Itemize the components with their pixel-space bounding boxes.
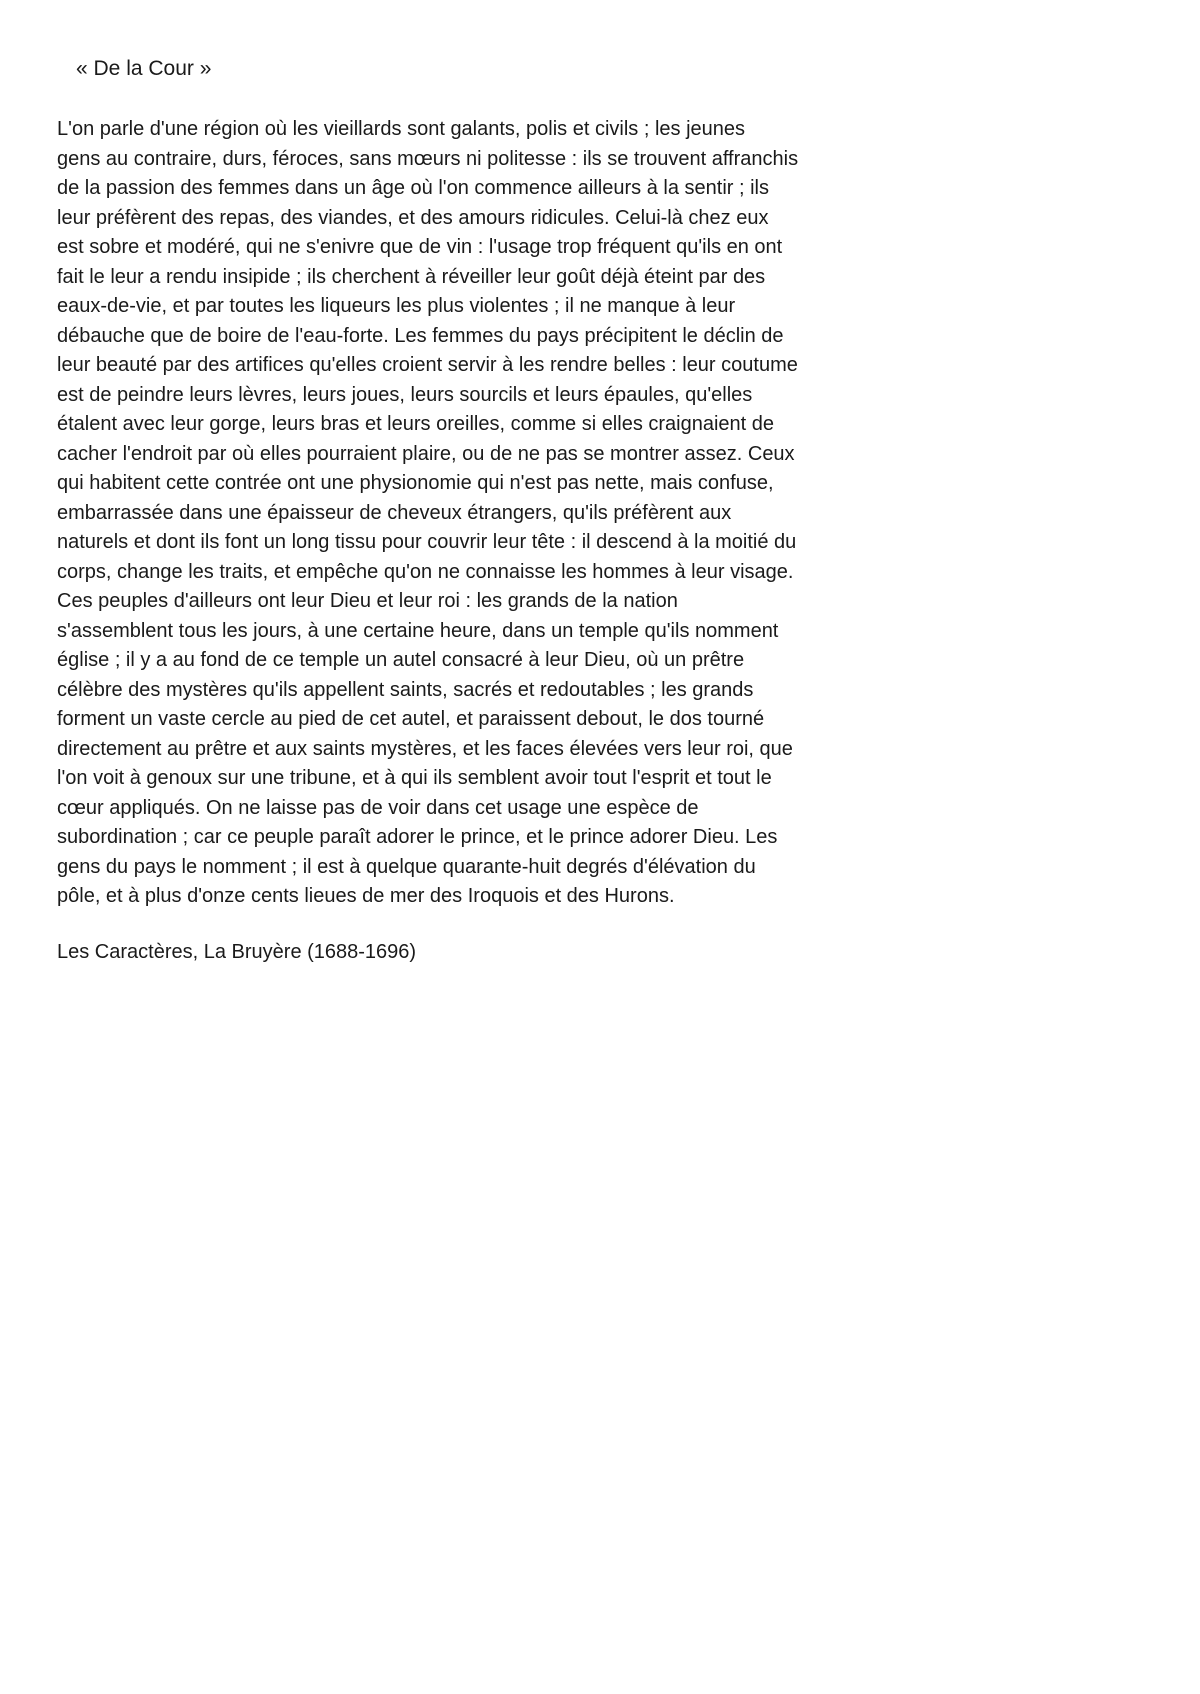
body-line: étalent avec leur gorge, leurs bras et leurs oreilles, comme si elles craignaient de [57, 413, 775, 435]
body-line: célèbre des mystères qu'ils appellent saints, sacrés et redoutables ; les grands [57, 678, 754, 701]
body-line: gens au contraire, durs, féroces, sans mœurs ni politesse : ils se trouvent affranchis [57, 147, 799, 170]
document-citation: Les Caractères, La Bruyère (1688-1696) [57, 941, 417, 963]
body-line: s'assemblent tous les jours, à une certaine heure, dans un temple qu'ils nomment [57, 619, 779, 642]
body-line: l'on voit à genoux sur une tribune, et à qui ils semblent avoir tout l'esprit et tout le [57, 767, 772, 789]
body-line: eaux-de-vie, et par toutes les liqueurs les plus violentes ; il ne manque à leur [57, 295, 736, 317]
body-line: est de peindre leurs lèvres, leurs joues, leurs sourcils et leurs épaules, qu'elles [57, 383, 753, 406]
body-line: corps, change les traits, et empêche qu'on ne connaisse les hommes à leur visage. [57, 560, 794, 583]
body-line: de la passion des femmes dans un âge où l'on commence ailleurs à la sentir ; ils [57, 177, 769, 199]
body-line: est sobre et modéré, qui ne s'enivre que de vin : l'usage trop fréquent qu'ils en ont [57, 236, 783, 258]
body-line: cœur appliqués. On ne laisse pas de voir dans cet usage une espèce de [57, 796, 699, 819]
body-line: gens du pays le nomment ; il est à quelque quarante-huit degrés d'élévation du [57, 855, 756, 878]
body-line: embarrassée dans une épaisseur de cheveux étrangers, qu'ils préfèrent aux [57, 501, 732, 524]
body-line: cacher l'endroit par où elles pourraient plaire, ou de ne pas se montrer assez. Ceux [57, 442, 795, 465]
body-line: leur beauté par des artifices qu'elles croient servir à les rendre belles : leur coutume [57, 354, 798, 376]
body-line: naturels et dont ils font un long tissu pour couvrir leur tête : il descend à la moitié du [57, 531, 797, 553]
body-line: église ; il y a au fond de ce temple un autel consacré à leur Dieu, où un prêtre [57, 649, 745, 671]
body-line: subordination ; car ce peuple paraît adorer le prince, et le prince adorer Dieu. Les [57, 826, 778, 848]
body-line: forment un vaste cercle au pied de cet autel, et paraissent debout, le dos tourné [57, 708, 765, 730]
body-line: Ces peuples d'ailleurs ont leur Dieu et leur roi : les grands de la nation [57, 590, 678, 612]
body-line: pôle, et à plus d'onze cents lieues de mer des Iroquois et des Hurons. [57, 885, 675, 907]
body-line: fait le leur a rendu insipide ; ils cherchent à réveiller leur goût déjà éteint par des [57, 265, 766, 288]
body-line: L'on parle d'une région où les vieillards sont galants, polis et civils ; les jeunes [57, 118, 746, 140]
document-body [57, 115, 887, 912]
body-line: leur préfèrent des repas, des viandes, et des amours ridicules. Celui-là chez eux [57, 206, 769, 229]
body-line: qui habitent cette contrée ont une physionomie qui n'est pas nette, mais confuse, [57, 472, 774, 494]
document-title: « De la Cour » [76, 57, 212, 80]
body-line: débauche que de boire de l'eau-forte. Les femmes du pays précipitent le déclin de [57, 324, 784, 347]
body-line: directement au prêtre et aux saints mystères, et les faces élevées vers leur roi, que [57, 737, 793, 760]
